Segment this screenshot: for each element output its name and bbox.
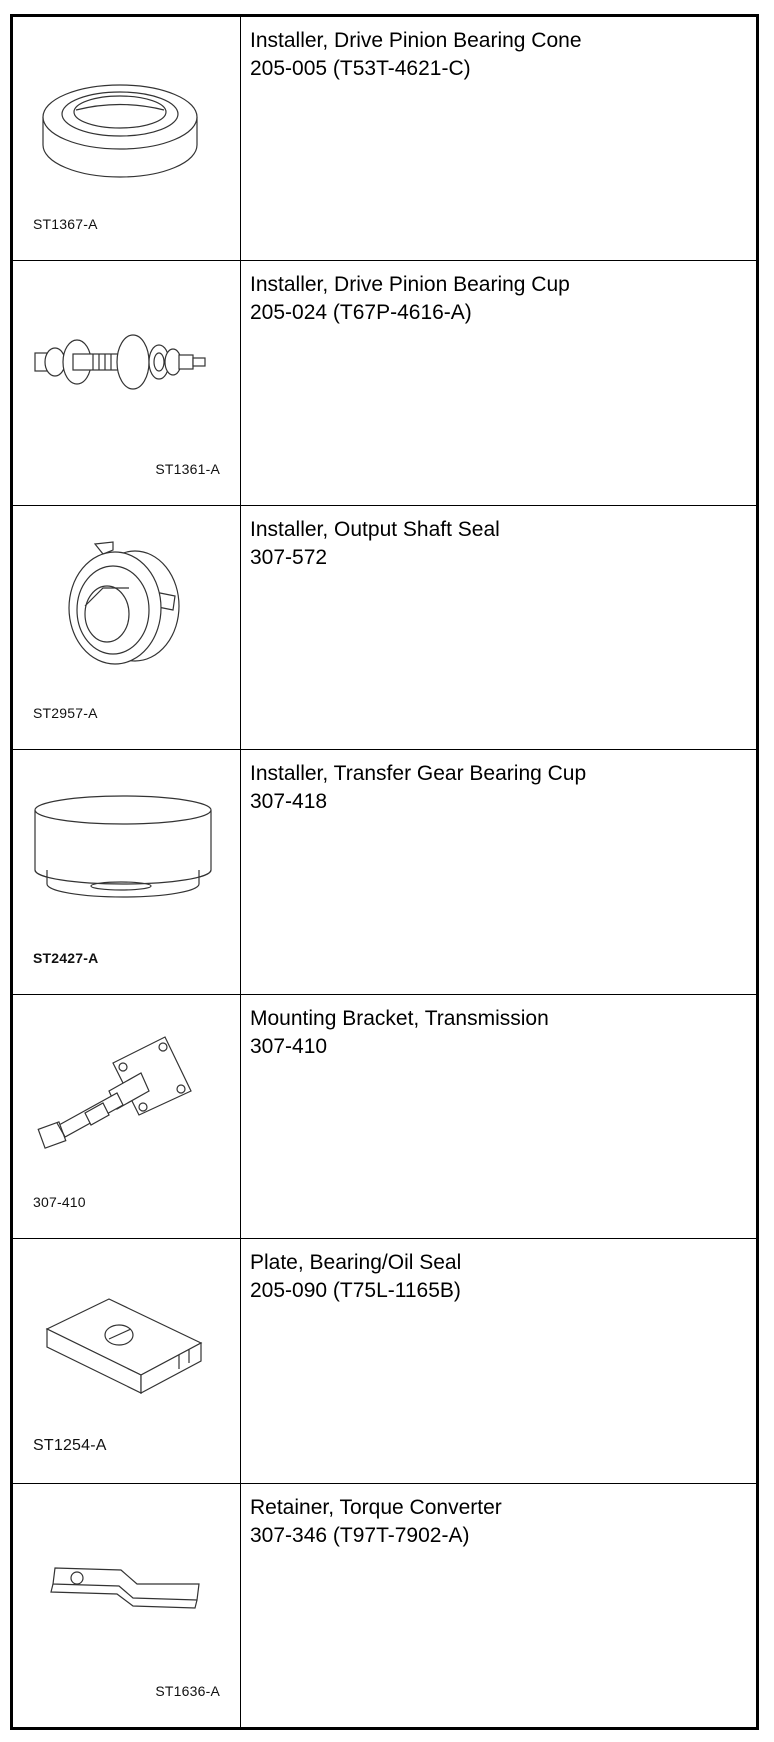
tool-row xyxy=(13,995,756,1239)
tool-part-number: 205-005 (T53T-4621-C) xyxy=(250,57,471,80)
tool-name: Installer, Transfer Gear Bearing Cup xyxy=(250,762,587,786)
figure-code: ST1636-A xyxy=(155,1682,220,1699)
tool-part-number: 307-572 xyxy=(250,545,328,569)
tool-name: Plate, Bearing/Oil Seal xyxy=(250,1251,462,1275)
tool-part-number: 307-418 xyxy=(250,790,328,814)
figure-code: ST2957-A xyxy=(33,705,98,722)
tool-row xyxy=(13,506,756,750)
figure-code: ST1361-A xyxy=(155,460,220,477)
tool-row xyxy=(13,750,756,994)
tool-part-number: 307-410 xyxy=(250,1034,328,1058)
tool-name: Mounting Bracket, Transmission xyxy=(250,1006,549,1030)
tool-description-cell xyxy=(241,1239,756,1482)
tool-row xyxy=(13,1239,756,1483)
figure-code: ST2427-A xyxy=(33,949,99,966)
figure-code: ST1367-A xyxy=(33,216,98,233)
tool-name: Installer, Drive Pinion Bearing Cone xyxy=(250,29,582,52)
tool-row xyxy=(13,261,756,505)
tool-illustration-cell xyxy=(13,1239,241,1482)
special-tools-table xyxy=(10,14,759,1730)
tool-row xyxy=(13,1484,756,1727)
tool-part-number: 205-024 (T67P-4616-A) xyxy=(250,301,472,325)
figure-code: 307-410 xyxy=(33,1194,86,1211)
tool-row xyxy=(13,17,756,261)
tool-description-cell xyxy=(241,1484,756,1727)
tool-description-cell xyxy=(241,506,756,749)
tool-name: Retainer, Torque Converter xyxy=(250,1495,502,1519)
tool-part-number: 307-346 (T97T-7902-A) xyxy=(250,1523,470,1547)
tool-description-cell xyxy=(241,261,756,504)
tool-illustration-cell xyxy=(13,17,241,260)
figure-code: ST1254-A xyxy=(33,1436,107,1454)
tool-description-cell xyxy=(241,750,756,993)
tool-name: Installer, Output Shaft Seal xyxy=(250,517,500,541)
tool-description-cell xyxy=(241,995,756,1238)
tool-illustration-cell xyxy=(13,506,241,749)
tool-illustration-cell xyxy=(13,995,241,1238)
tool-illustration-cell xyxy=(13,1484,241,1727)
tool-illustration-cell xyxy=(13,261,241,504)
tool-illustration-cell xyxy=(13,750,241,993)
tool-name: Installer, Drive Pinion Bearing Cup xyxy=(250,273,570,297)
tool-description-cell xyxy=(241,17,756,260)
tool-part-number: 205-090 (T75L-1165B) xyxy=(250,1279,461,1303)
